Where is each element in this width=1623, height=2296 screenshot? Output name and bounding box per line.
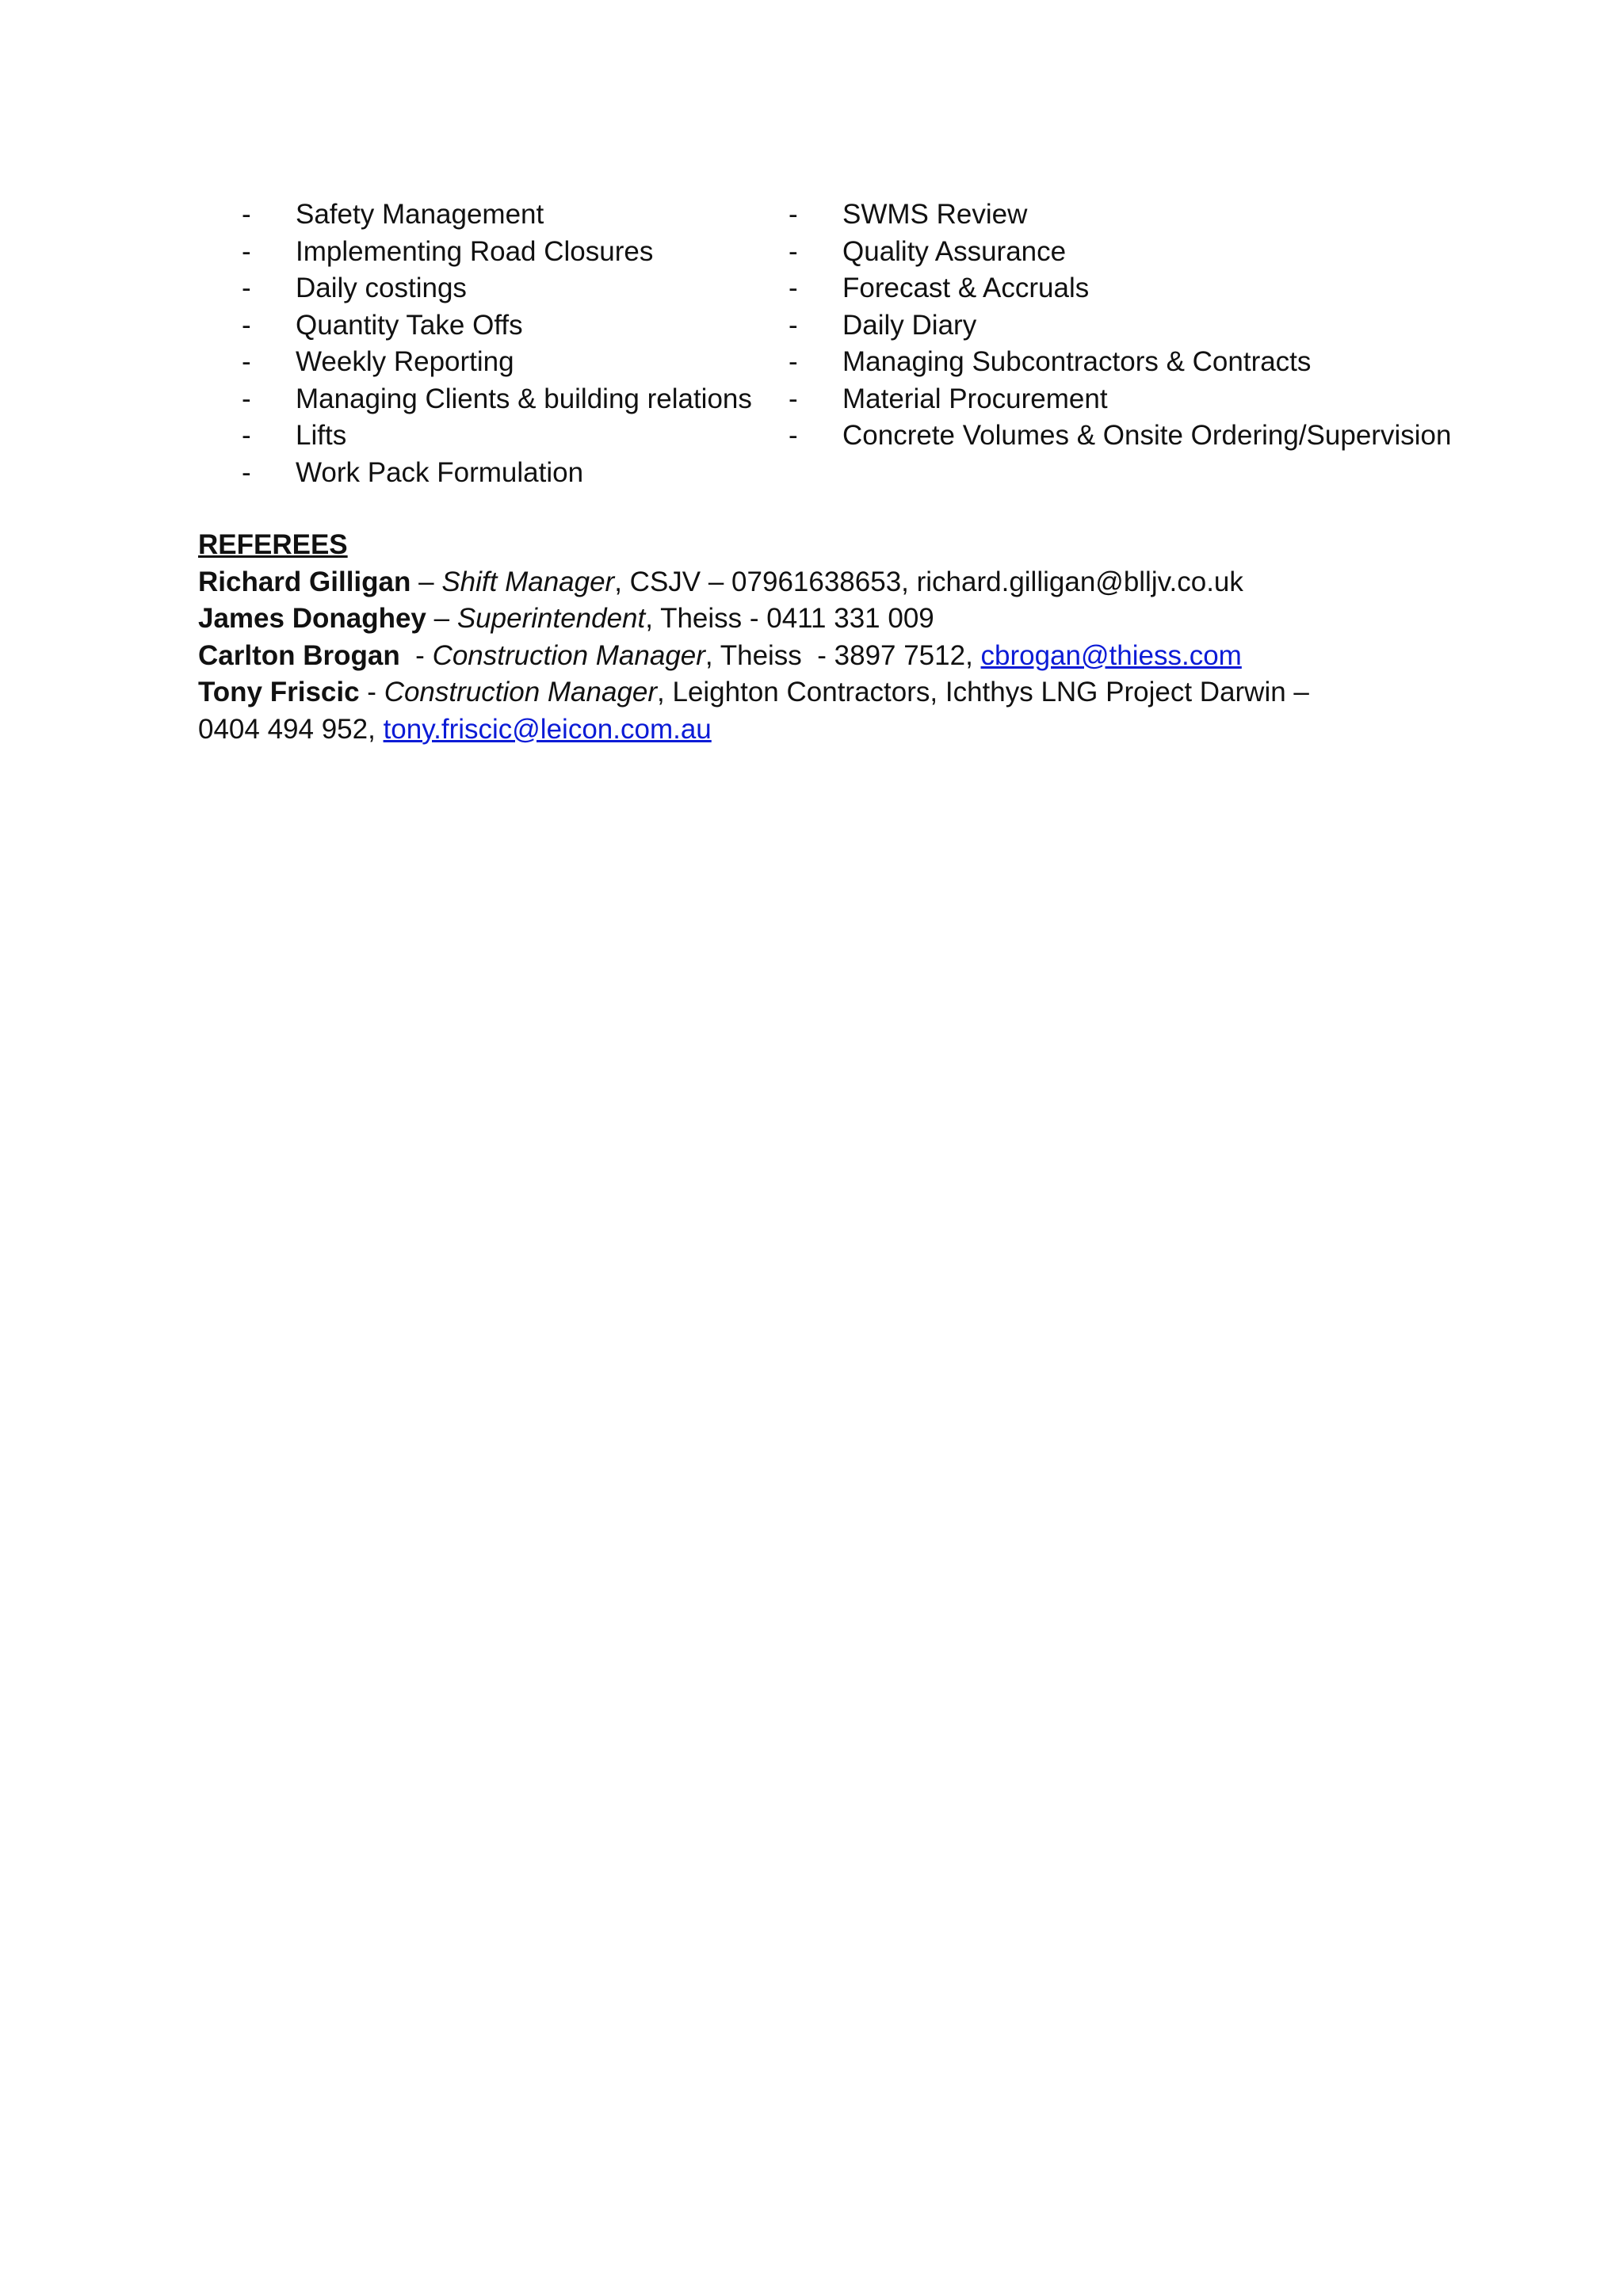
bullet-dash: -: [242, 235, 251, 267]
referee-email-link[interactable]: cbrogan@thiess.com: [980, 639, 1242, 671]
skill-item: [242, 455, 789, 492]
skill-item: [242, 234, 789, 271]
referee-separator: –: [426, 603, 457, 634]
referees-section: [198, 527, 1466, 748]
referee-name: Carlton Brogan: [198, 639, 400, 671]
bullet-dash: -: [242, 456, 251, 488]
skill-label: Work Pack Formulation: [296, 456, 584, 488]
skill-item: [242, 381, 789, 418]
referee-details: , CSJV – 07961638653, richard.gilligan@blljv.co.uk: [614, 566, 1243, 597]
referee-james-donaghey: [198, 601, 1466, 638]
referee-role: Construction Manager: [432, 639, 705, 671]
referee-separator: –: [411, 566, 442, 597]
skill-label: Quality Assurance: [842, 235, 1067, 267]
skills-list: [242, 196, 1470, 491]
referee-email-link[interactable]: tony.friscic@leicon.com.au: [383, 713, 712, 745]
skill-label: SWMS Review: [842, 199, 1028, 230]
skill-label: Lifts: [296, 420, 347, 451]
bullet-dash: -: [242, 346, 251, 377]
bullet-dash: -: [789, 420, 798, 451]
skill-item: [789, 381, 1470, 418]
skill-item: [789, 418, 1470, 455]
referee-tony-friscic-contact: [198, 711, 1466, 749]
skill-label: Material Procurement: [842, 383, 1108, 414]
bullet-dash: -: [789, 273, 798, 303]
referee-name: James Donaghey: [198, 603, 426, 634]
referees-heading: REFEREES: [198, 529, 348, 560]
skill-label: Forecast & Accruals: [842, 273, 1090, 303]
skill-item: [789, 344, 1470, 381]
skill-item: [242, 418, 789, 455]
skill-item: [789, 196, 1470, 234]
bullet-dash: -: [242, 309, 251, 341]
skill-item: [789, 270, 1470, 307]
skill-item: [242, 307, 789, 345]
bullet-dash: -: [789, 235, 798, 267]
skill-label: Concrete Volumes & Onsite Ordering/Supervision: [842, 420, 1452, 451]
skill-item: [242, 196, 789, 234]
skills-column-left: [242, 196, 789, 491]
skill-item: [242, 344, 789, 381]
referee-details: , Theiss - 0411 331 009: [645, 603, 934, 634]
skills-column-right: [789, 196, 1470, 491]
referee-details: , Theiss - 3897 7512,: [705, 639, 981, 671]
referee-separator: -: [359, 677, 384, 707]
skill-item: [242, 270, 789, 307]
bullet-dash: -: [242, 273, 251, 303]
bullet-dash: -: [242, 199, 251, 230]
referee-name: Richard Gilligan: [198, 566, 411, 597]
referee-role: Shift Manager: [441, 566, 615, 597]
skill-label: Weekly Reporting: [296, 346, 514, 377]
bullet-dash: -: [242, 420, 251, 451]
skill-label: Managing Subcontractors & Contracts: [842, 346, 1312, 377]
bullet-dash: -: [789, 309, 798, 341]
skill-label: Implementing Road Closures: [296, 235, 654, 267]
referee-tony-friscic: [198, 674, 1466, 711]
referee-name: Tony Friscic: [198, 677, 360, 707]
skill-item: [789, 307, 1470, 345]
bullet-dash: -: [242, 383, 251, 414]
skill-label: Daily costings: [296, 273, 467, 303]
skill-label: Managing Clients & building relations: [296, 383, 752, 414]
bullet-dash: -: [789, 346, 798, 377]
skill-label: Daily Diary: [842, 309, 977, 341]
referee-phone: 0404 494 952,: [198, 713, 384, 745]
skill-item: [789, 234, 1470, 271]
referee-details: , Leighton Contractors, Ichthys LNG Project Darwin –: [657, 677, 1309, 707]
referee-role: Superintendent: [456, 603, 646, 634]
referee-richard-gilligan: [198, 564, 1466, 601]
skill-label: Quantity Take Offs: [296, 309, 523, 341]
referee-role: Construction Manager: [384, 677, 658, 707]
referee-separator: -: [399, 639, 433, 671]
bullet-dash: -: [789, 199, 798, 230]
bullet-dash: -: [789, 383, 798, 414]
skill-label: Safety Management: [296, 199, 544, 230]
referee-carlton-brogan: [198, 638, 1466, 675]
